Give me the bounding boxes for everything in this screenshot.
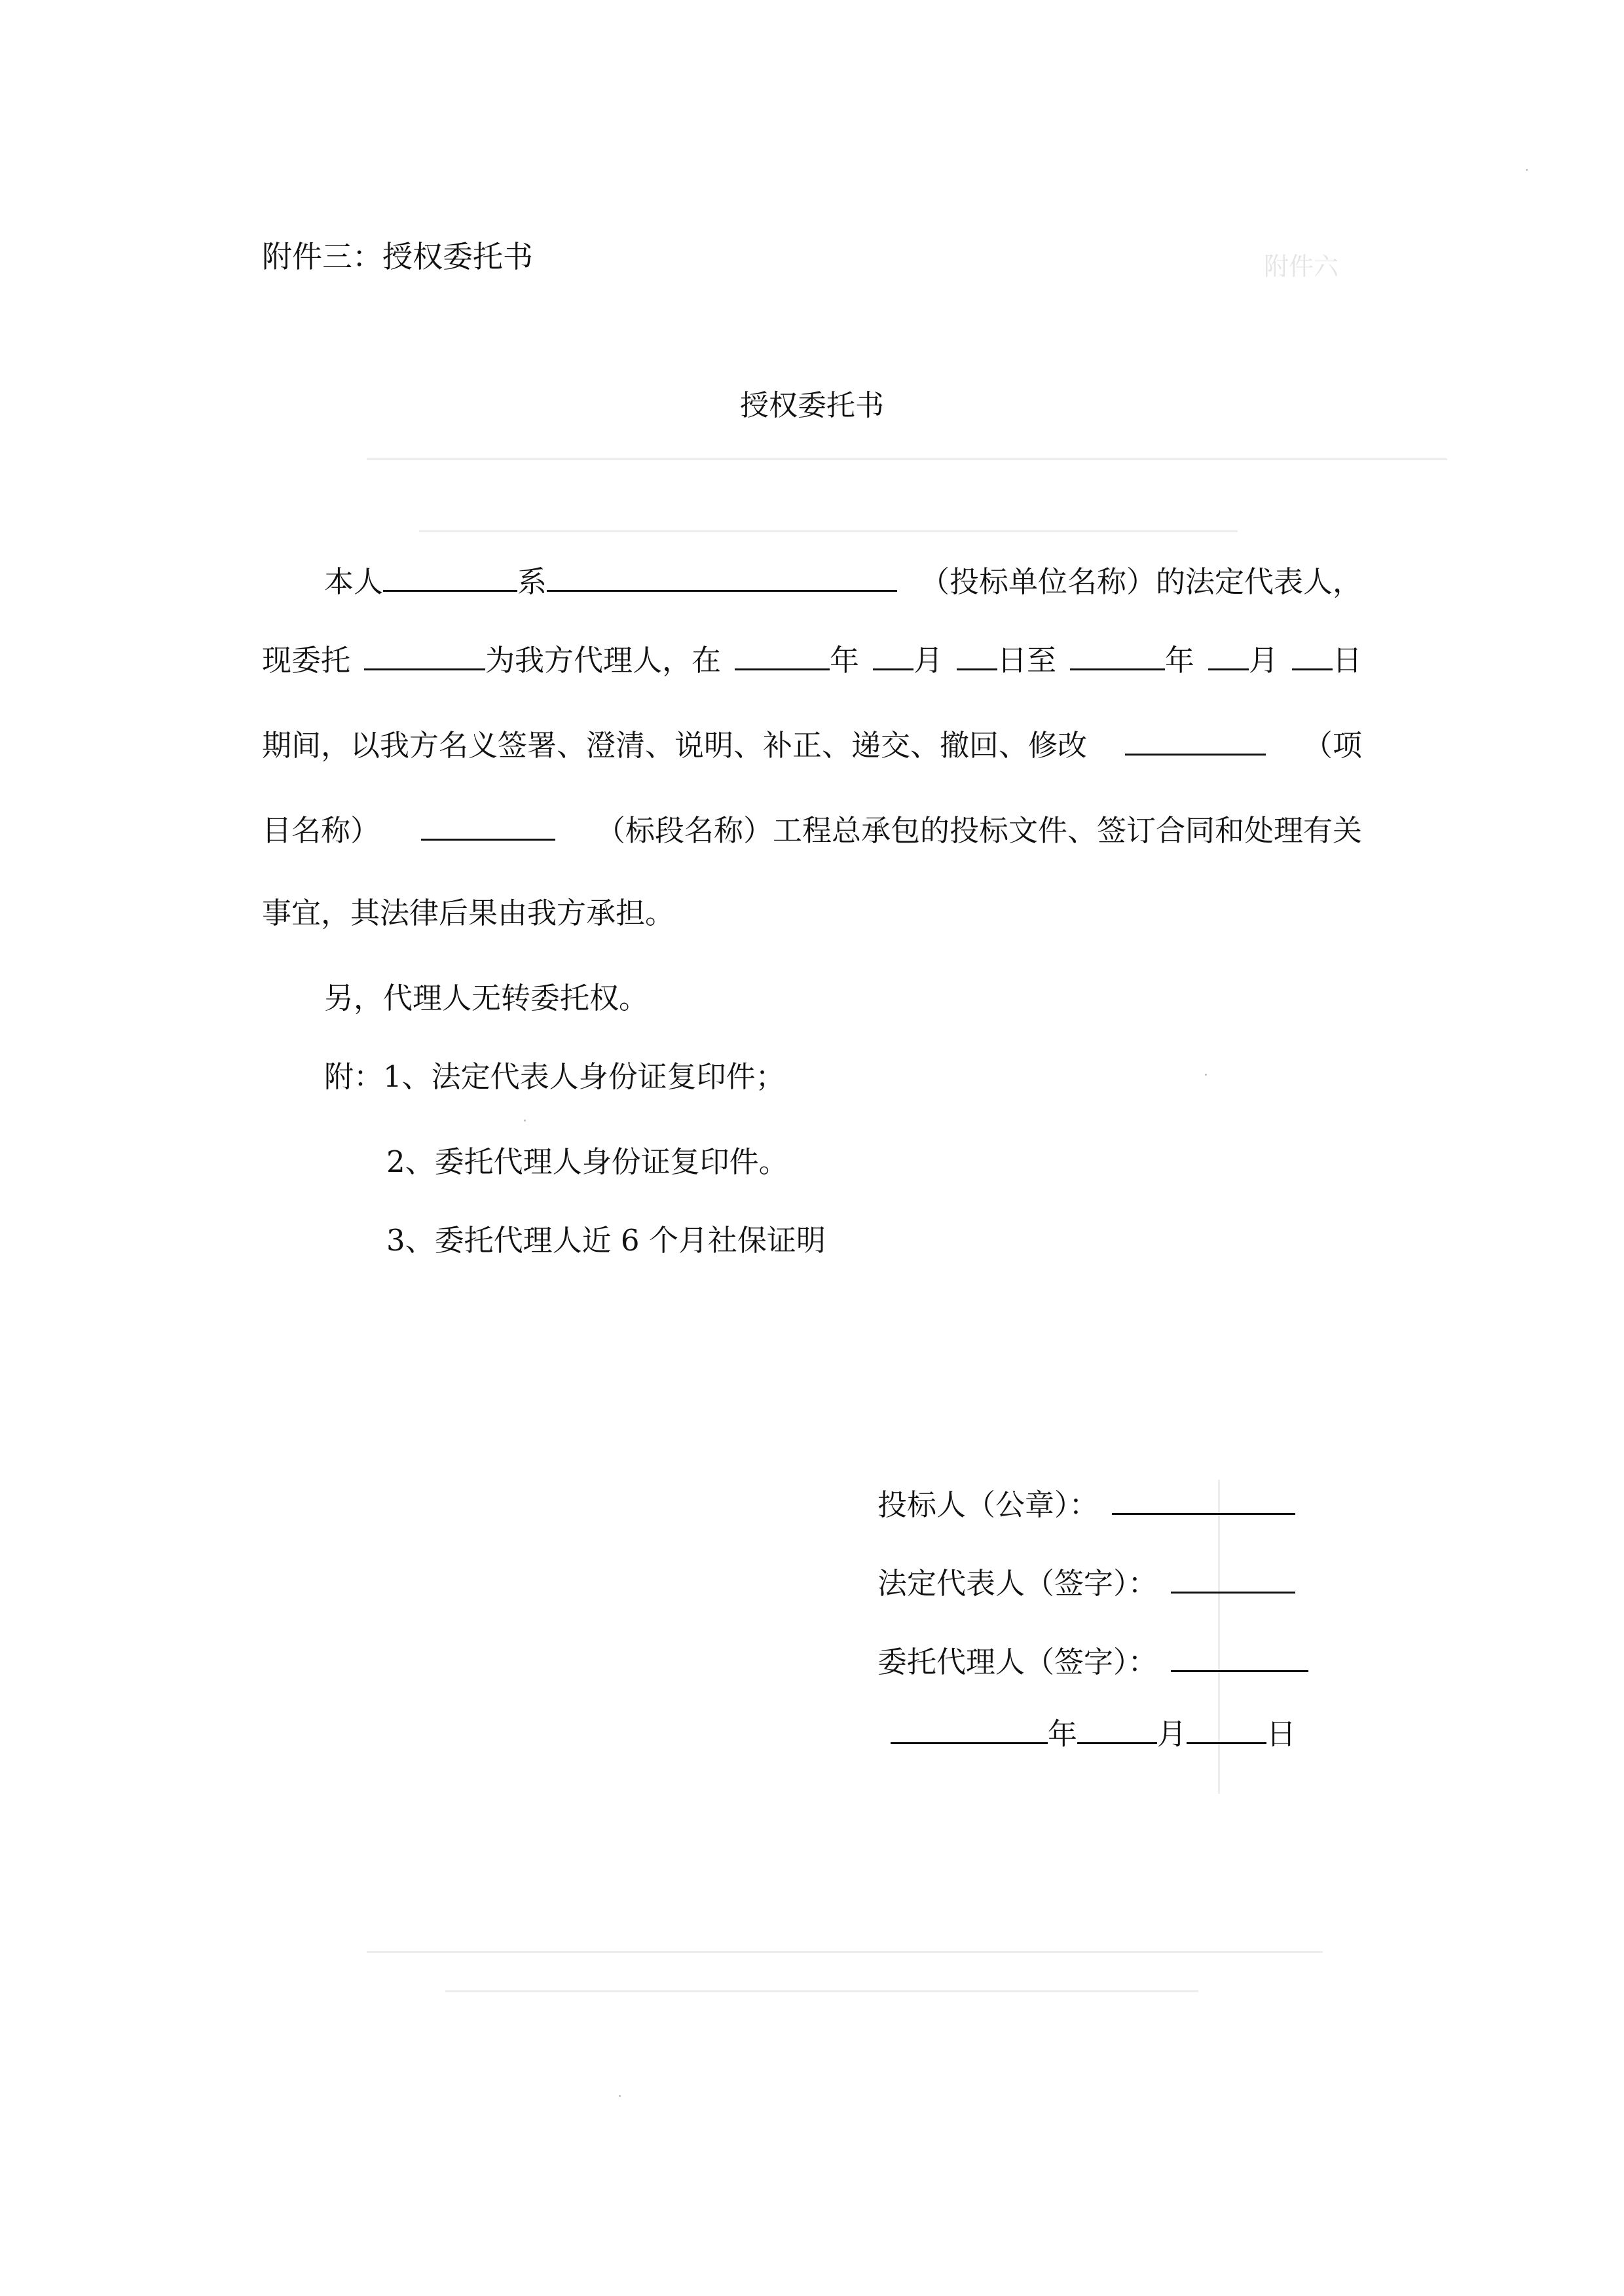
paragraph-line-4 bbox=[262, 809, 1362, 850]
signing-month-label: 月 bbox=[1157, 1717, 1187, 1751]
scan-speck bbox=[619, 2095, 621, 2097]
text-segment: 年 bbox=[829, 643, 859, 678]
text-segment: （投标单位名称）的法定代表人， bbox=[919, 564, 1362, 599]
agent-signature-line bbox=[877, 1640, 1308, 1682]
text-segment: 系 bbox=[517, 564, 547, 599]
signing-year-blank bbox=[891, 1712, 1048, 1744]
paragraph-line-5: 事宜，其法律后果由我方承担。 bbox=[262, 896, 675, 930]
start-day-blank bbox=[957, 638, 997, 670]
text-segment: 月 bbox=[913, 643, 943, 678]
paragraph-2: 另，代理人无转委托权。 bbox=[324, 981, 649, 1015]
signing-day-label: 日 bbox=[1266, 1717, 1297, 1751]
bidder-seal-blank bbox=[1112, 1483, 1295, 1515]
text-segment: 月 bbox=[1248, 643, 1278, 678]
paragraph-line-1 bbox=[262, 560, 1362, 602]
end-day-blank bbox=[1292, 638, 1333, 670]
attachment-item-3: 3、委托代理人近 6 个月社保证明 bbox=[386, 1223, 826, 1258]
text-segment: 年 bbox=[1164, 643, 1194, 678]
attachment-prefix: 附： bbox=[324, 1059, 384, 1094]
agent-signature-blank bbox=[1171, 1640, 1308, 1672]
attachment-heading: 附件三：授权委托书 bbox=[262, 239, 533, 274]
text-segment: 现委托 bbox=[262, 643, 351, 678]
section-name-blank bbox=[421, 809, 555, 841]
text-segment: （项 bbox=[1302, 728, 1362, 763]
text-segment: 为我方代理人，在 bbox=[485, 643, 721, 678]
signing-day-blank bbox=[1187, 1712, 1266, 1744]
end-year-blank bbox=[1070, 638, 1165, 670]
agent-signature-label: 委托代理人（签字）： bbox=[877, 1645, 1158, 1679]
bleed-through-line bbox=[367, 458, 1447, 460]
bleed-through-text: 附件六 bbox=[1264, 252, 1339, 281]
text-segment: 本人 bbox=[324, 564, 384, 599]
text-segment: 日至 bbox=[997, 643, 1056, 678]
text-segment: 期间，以我方名义签署、澄清、说明、补正、递交、撤回、修改 bbox=[262, 728, 1088, 763]
document-title: 授权委托书 bbox=[740, 389, 884, 422]
signing-year-label: 年 bbox=[1048, 1717, 1078, 1751]
attachment-item-2: 2、委托代理人身份证复印件。 bbox=[386, 1144, 788, 1179]
bidder-seal-label: 投标人（公章）： bbox=[877, 1487, 1099, 1522]
attachment-text: 1、法定代表人身份证复印件； bbox=[383, 1059, 785, 1094]
bidder-name-blank bbox=[547, 560, 897, 592]
text-segment: 日 bbox=[1332, 643, 1362, 678]
bleed-through-line bbox=[445, 1990, 1198, 1992]
project-name-blank bbox=[1125, 723, 1266, 756]
principal-name-blank bbox=[383, 560, 517, 592]
legal-rep-signature-label: 法定代表人（签字）： bbox=[877, 1566, 1158, 1601]
paragraph-line-2 bbox=[262, 638, 1362, 680]
text-segment: （标段名称）工程总承包的投标文件、签订合同和处理有关 bbox=[595, 813, 1362, 848]
attachment-item-1 bbox=[262, 1057, 1424, 1097]
legal-rep-signature-line bbox=[877, 1561, 1295, 1603]
agent-name-blank bbox=[364, 638, 485, 670]
start-month-blank bbox=[873, 638, 913, 670]
text-segment: 目名称） bbox=[262, 813, 380, 848]
paragraph-line-3 bbox=[262, 723, 1362, 765]
scan-speck bbox=[1526, 169, 1528, 171]
signing-month-blank bbox=[1077, 1712, 1157, 1744]
legal-rep-signature-blank bbox=[1171, 1561, 1295, 1594]
signing-date-line bbox=[891, 1712, 1296, 1754]
start-year-blank bbox=[735, 638, 830, 670]
bidder-seal-line bbox=[877, 1483, 1295, 1525]
scan-speck bbox=[524, 1120, 526, 1121]
bleed-through-line bbox=[419, 530, 1238, 532]
bleed-through-line bbox=[367, 1951, 1323, 1953]
end-month-blank bbox=[1208, 638, 1249, 670]
